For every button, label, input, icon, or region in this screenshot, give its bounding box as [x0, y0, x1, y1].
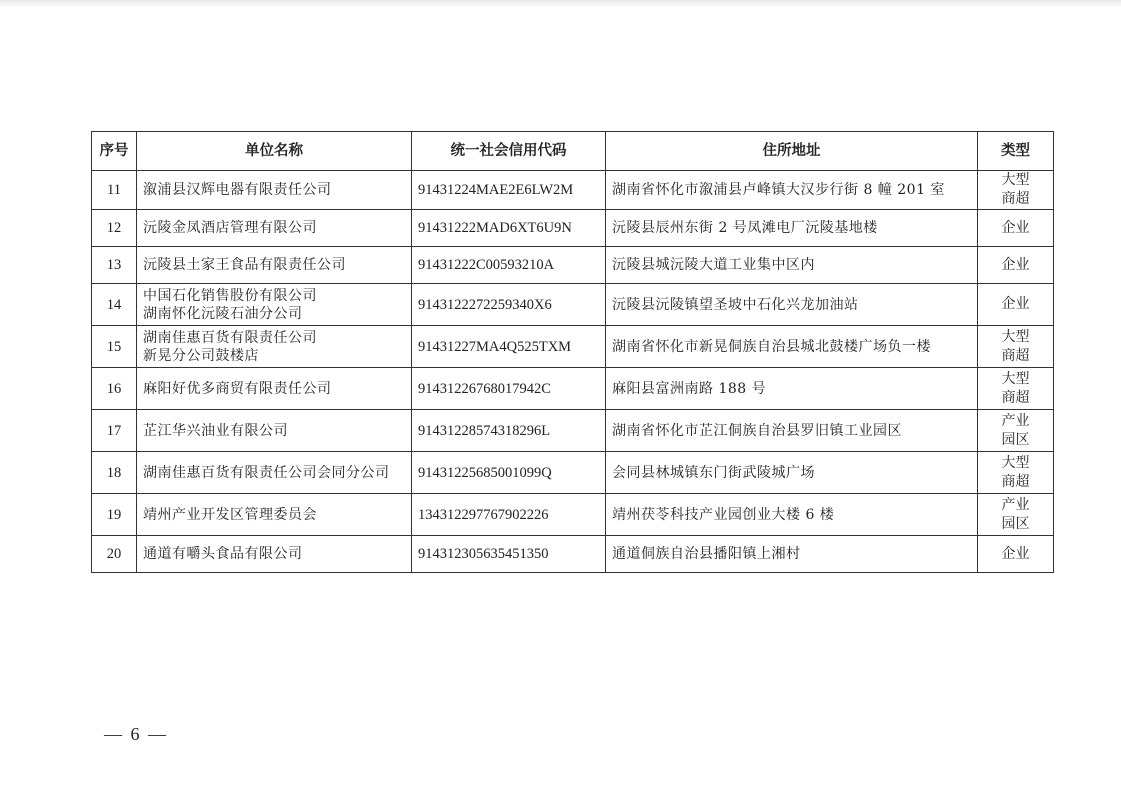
cell-type [978, 368, 1054, 410]
cell-serial-number: 13 [92, 247, 137, 284]
header-address: 住所地址 [606, 132, 978, 171]
cell-serial-number: 12 [92, 210, 137, 247]
table-row [92, 494, 1054, 536]
cell-address: 湖南省怀化市新晃侗族自治县城北鼓楼广场负一楼 [606, 326, 978, 368]
cell-credit-code: 91431222MAD6XT6U9N [412, 210, 606, 247]
cell-address: 沅陵县城沅陵大道工业集中区内 [606, 247, 978, 284]
cell-type [978, 171, 1054, 210]
unit-name-line: 通道有嚼头食品有限公司 [143, 546, 303, 562]
cell-credit-code: 91431228574318296L [412, 410, 606, 452]
header-serial-number: 序号 [92, 132, 137, 171]
cell-credit-code: 91431222C00593210A [412, 247, 606, 284]
cell-address: 靖州茯苓科技产业园创业大楼 6 楼 [606, 494, 978, 536]
cell-type [978, 284, 1054, 326]
unit-name-line: 新晃分公司鼓楼店 [143, 347, 259, 364]
type-line: 企业 [1001, 219, 1030, 236]
cell-serial-number: 16 [92, 368, 137, 410]
table-row [92, 410, 1054, 452]
table-row [92, 284, 1054, 326]
table-row [92, 171, 1054, 210]
cell-unit-name [137, 368, 412, 410]
unit-name-line: 湖南怀化沅陵石油分公司 [143, 305, 303, 322]
enterprise-table [91, 131, 1054, 573]
cell-type [978, 536, 1054, 573]
cell-serial-number: 18 [92, 452, 137, 494]
table-row [92, 210, 1054, 247]
cell-unit-name [137, 410, 412, 452]
cell-unit-name [137, 536, 412, 573]
unit-name-line: 溆浦县汉辉电器有限责任公司 [143, 182, 332, 198]
cell-address: 沅陵县沅陵镇望圣坡中石化兴龙加油站 [606, 284, 978, 326]
cell-unit-name [137, 494, 412, 536]
cell-serial-number: 11 [92, 171, 137, 210]
cell-credit-code: 134312297767902226 [412, 494, 606, 536]
cell-address: 湖南省怀化市芷江侗族自治县罗旧镇工业园区 [606, 410, 978, 452]
type-line: 大型 [1001, 172, 1030, 188]
type-line: 大型 [1001, 454, 1030, 471]
cell-credit-code: 9143122272259340X6 [412, 284, 606, 326]
cell-credit-code: 914312305635451350 [412, 536, 606, 573]
unit-name-line: 芷江华兴油业有限公司 [143, 422, 288, 439]
cell-serial-number: 14 [92, 284, 137, 326]
type-line: 产业 [1001, 412, 1030, 429]
unit-name-line: 麻阳好优多商贸有限责任公司 [143, 380, 332, 397]
cell-address: 会同县林城镇东门街武陵城广场 [606, 452, 978, 494]
unit-name-line: 湖南佳惠百货有限责任公司会同分公司 [143, 464, 390, 481]
type-line: 大型 [1001, 370, 1030, 387]
table-header-row [92, 132, 1054, 171]
cell-address: 通道侗族自治县播阳镇上湘村 [606, 536, 978, 573]
header-credit-code: 统一社会信用代码 [412, 132, 606, 171]
cell-unit-name [137, 210, 412, 247]
table-row [92, 368, 1054, 410]
cell-type [978, 210, 1054, 247]
cell-unit-name [137, 171, 412, 210]
cell-serial-number: 19 [92, 494, 137, 536]
table-row [92, 326, 1054, 368]
table-row [92, 452, 1054, 494]
type-line: 企业 [1001, 256, 1030, 273]
unit-name-line: 沅陵县土家王食品有限责任公司 [143, 257, 346, 273]
cell-credit-code: 91431225685001099Q [412, 452, 606, 494]
header-type: 类型 [978, 132, 1054, 171]
cell-credit-code: 91431224MAE2E6LW2M [412, 171, 606, 210]
cell-serial-number: 15 [92, 326, 137, 368]
unit-name-line: 沅陵金凤酒店管理有限公司 [143, 220, 317, 236]
cell-type [978, 410, 1054, 452]
cell-credit-code: 91431227MA4Q525TXM [412, 326, 606, 368]
unit-name-line: 靖州产业开发区管理委员会 [143, 506, 317, 523]
page-number: — 6 — [104, 724, 168, 744]
cell-unit-name [137, 284, 412, 326]
type-line: 企业 [1001, 545, 1030, 562]
cell-type [978, 326, 1054, 368]
type-line: 商超 [1001, 473, 1030, 490]
cell-serial-number: 17 [92, 410, 137, 452]
type-line: 商超 [1001, 389, 1030, 406]
type-line: 大型 [1001, 328, 1030, 345]
header-unit-name: 单位名称 [137, 132, 412, 171]
type-line: 商超 [1001, 191, 1030, 207]
cell-credit-code: 91431226768017942C [412, 368, 606, 410]
cell-unit-name [137, 247, 412, 284]
cell-type [978, 452, 1054, 494]
type-line: 产业 [1001, 496, 1030, 513]
cell-address: 沅陵县辰州东街 2 号凤滩电厂沅陵基地楼 [606, 210, 978, 247]
scan-top-edge [0, 0, 1121, 8]
unit-name-line: 湖南佳惠百货有限责任公司 [143, 329, 317, 346]
cell-type [978, 494, 1054, 536]
table-row [92, 247, 1054, 284]
cell-serial-number: 20 [92, 536, 137, 573]
cell-unit-name [137, 326, 412, 368]
cell-address: 麻阳县富洲南路 188 号 [606, 368, 978, 410]
unit-name-line: 中国石化销售股份有限公司 [143, 287, 317, 304]
cell-unit-name [137, 452, 412, 494]
cell-address: 湖南省怀化市溆浦县卢峰镇大汉步行街 8 幢 201 室 [606, 171, 978, 210]
cell-type [978, 247, 1054, 284]
table-body [92, 171, 1054, 573]
type-line: 商超 [1001, 347, 1030, 364]
type-line: 园区 [1001, 431, 1030, 448]
type-line: 企业 [1001, 296, 1030, 312]
table-row [92, 536, 1054, 573]
type-line: 园区 [1001, 515, 1030, 532]
